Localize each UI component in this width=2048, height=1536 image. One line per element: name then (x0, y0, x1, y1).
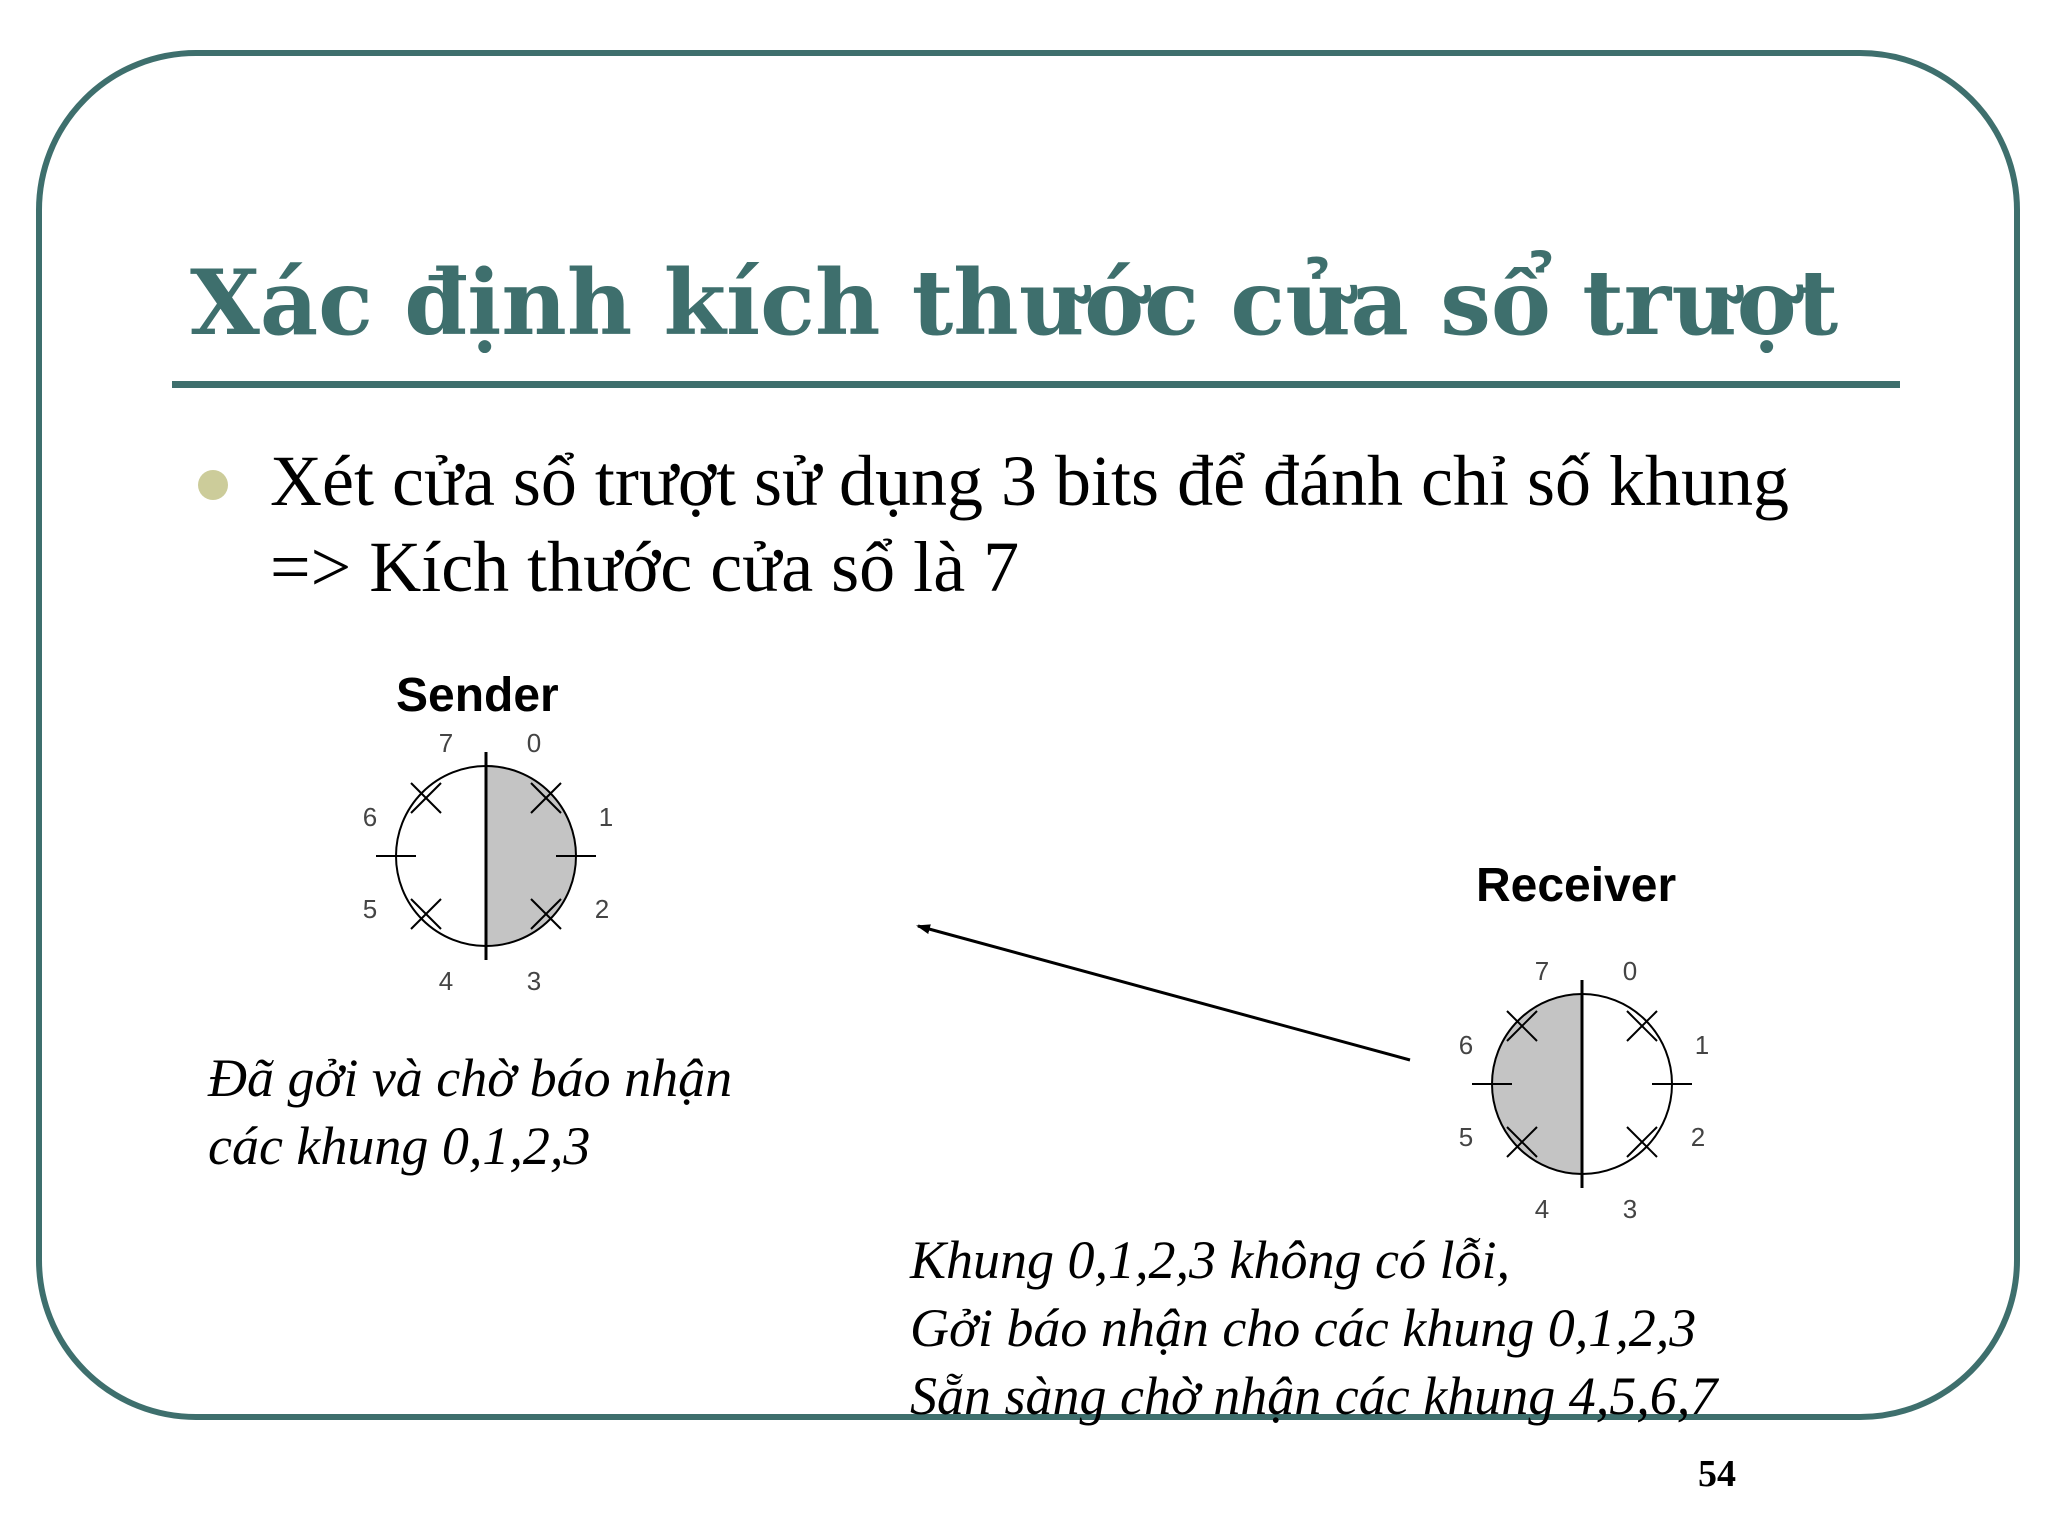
bullet-line-1: Xét cửa sổ trượt sử dụng 3 bits để đánh chỉ số khung (270, 441, 1789, 521)
sender-num-7: 7 (438, 728, 454, 758)
page-number: 54 (1698, 1453, 1736, 1495)
receiver-caption-line-1: Khung 0,1,2,3 không có lỗi, (910, 1230, 1510, 1290)
receiver-num-2: 2 (1690, 1122, 1706, 1152)
sender-num-5: 5 (362, 894, 378, 924)
sender-num-6: 6 (362, 802, 378, 832)
sender-caption-line-2: các khung 0,1,2,3 (208, 1116, 591, 1176)
receiver-num-4: 4 (1534, 1194, 1550, 1224)
receiver-num-6: 6 (1458, 1030, 1474, 1060)
receiver-wheel (1459, 956, 1709, 1224)
receiver-label: Receiver (1476, 859, 1677, 912)
sender-caption-line-1: Đã gởi và chờ báo nhận (208, 1048, 733, 1108)
slide-title: Xác định kích thước cửa sổ trượt (190, 250, 1839, 356)
receiver-num-3: 3 (1622, 1194, 1638, 1224)
receiver-caption-line-2: Gởi báo nhận cho các khung 0,1,2,3 (910, 1298, 1697, 1358)
sender-label: Sender (396, 669, 559, 722)
receiver-caption (910, 1226, 1717, 1430)
sender-num-0: 0 (526, 728, 542, 758)
receiver-num-1: 1 (1694, 1030, 1710, 1060)
sender-num-2: 2 (594, 894, 610, 924)
sender-caption (208, 1044, 732, 1180)
receiver-num-7: 7 (1534, 956, 1550, 986)
sender-num-3: 3 (526, 966, 542, 996)
bullet-line-2: => Kích thước cửa sổ là 7 (270, 527, 1020, 607)
ack-arrow (918, 926, 1410, 1060)
receiver-num-0: 0 (1622, 956, 1638, 986)
sender-wheel (363, 728, 613, 996)
receiver-num-5: 5 (1458, 1122, 1474, 1152)
receiver-caption-line-3: Sẵn sàng chờ nhận các khung 4,5,6,7 (910, 1366, 1718, 1426)
sender-num-1: 1 (598, 802, 614, 832)
sender-num-4: 4 (438, 966, 454, 996)
